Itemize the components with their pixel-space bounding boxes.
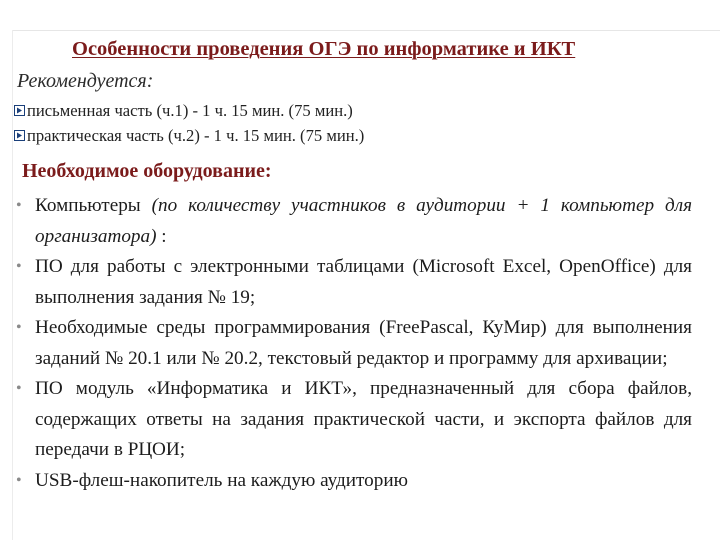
equipment-item <box>16 374 692 466</box>
equipment-list <box>16 191 692 496</box>
equipment-item-tail: : <box>156 225 167 247</box>
recommendation-text: практическая часть (ч.2) - 1 ч. 15 мин. (75 мин.) <box>27 126 365 145</box>
bullet-dot-icon: • <box>16 471 22 489</box>
q-box-arrow-icon <box>14 105 25 116</box>
bullet-dot-icon: • <box>16 258 22 275</box>
equipment-item-note: (по количеству участников в аудитории + 1 компьютер для организатора) <box>35 195 692 247</box>
frame-left-line <box>12 30 13 540</box>
bullet-dot-icon: • <box>16 380 22 397</box>
equipment-item <box>16 191 692 252</box>
recommended-label: Рекомендуется: <box>17 70 154 92</box>
recommendation-item <box>14 123 364 148</box>
equipment-item <box>16 313 692 374</box>
equipment-item-lead: Компьютеры <box>35 195 152 216</box>
equipment-heading: Необходимое оборудование: <box>22 160 272 182</box>
equipment-item <box>16 466 692 497</box>
equipment-item-text: ПО для работы с электронными таблицами (Microsoft Excel, OpenOffice) для выполнения задания № 19; <box>35 256 692 308</box>
equipment-item-text: Необходимые среды программирования (FreePascal, КуМир) для выполнения заданий № 20.1 или № 20.2, текстовый редактор и программу для архивации; <box>35 317 692 369</box>
equipment-item-text: ПО модуль «Информатика и ИКТ», предназначенный для сбора файлов, содержащих ответы на задания практической части, и экспорта файлов для передачи в РЦОИ; <box>35 378 692 460</box>
slide-title: Особенности проведения ОГЭ по информатике и ИКТ <box>72 38 576 60</box>
recommendation-item <box>14 98 364 123</box>
frame-top-line <box>12 30 720 31</box>
equipment-item-text: USB-флеш-накопитель на каждую аудиторию <box>35 469 408 491</box>
bullet-dot-icon: • <box>16 319 22 336</box>
recommendation-list <box>14 98 364 148</box>
q-box-arrow-icon <box>14 130 25 141</box>
bullet-dot-icon: • <box>16 197 22 214</box>
equipment-item <box>16 252 692 313</box>
recommendation-text: письменная часть (ч.1) - 1 ч. 15 мин. (75 мин.) <box>27 101 353 120</box>
